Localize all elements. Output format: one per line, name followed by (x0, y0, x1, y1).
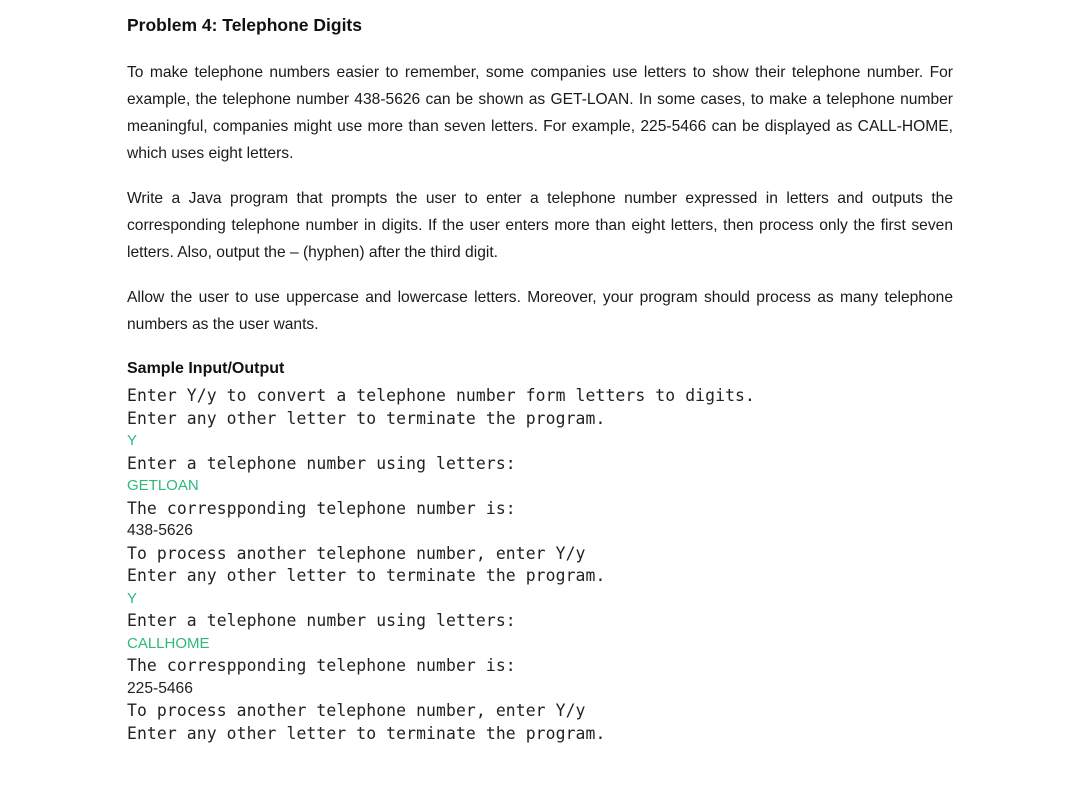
sample-console-output (127, 385, 953, 745)
console-line-result: 438-5626 (127, 522, 193, 539)
paragraph-requirements: Allow the user to use uppercase and lowercase letters. Moreover, your program should process as many telephone numbers as the user wants. (127, 289, 953, 333)
console-line-user-input: CALLHOME (127, 634, 210, 652)
paragraph-task: Write a Java program that prompts the user to enter a telephone number expressed in letters and outputs the corresponding telephone number in digits. If the user enters more than eight letters, then process only the first seven letters. Also, output the – (hyphen) after the third digit. (127, 190, 953, 261)
sample-io-heading: Sample Input/Output (127, 360, 285, 377)
problem-title: Problem 4: Telephone Digits (127, 15, 362, 35)
console-line-result: 225-5466 (127, 679, 193, 697)
console-line-prompt: To process another telephone number, enter Y/y (127, 543, 586, 563)
console-line-prompt: Enter any other letter to terminate the program. (127, 566, 606, 585)
console-line-prompt: Enter Y/y to convert a telephone number form letters to digits. (127, 386, 755, 405)
paragraph-intro: To make telephone numbers easier to remember, some companies use letters to show their telephone number. For example, the telephone number 438-5626 can be shown as GET-LOAN. In some cases, to make a telephone number meaningful, companies might use more than seven letters. For example, 225-5466 can be displayed as CALL-HOME, which uses eight letters. (127, 64, 953, 162)
console-line-user-input: Y (127, 432, 138, 449)
console-line-prompt: Enter any other letter to terminate the program. (127, 723, 606, 743)
console-line-user-input: GETLOAN (127, 477, 199, 494)
console-line-prompt: The correspponding telephone number is: (127, 656, 516, 675)
document-page (127, 12, 953, 745)
console-line-prompt: Enter a telephone number using letters: (127, 611, 516, 630)
console-line-prompt: Enter any other letter to terminate the program. (127, 408, 606, 428)
console-line-user-input: Y (127, 589, 138, 607)
console-line-prompt: To process another telephone number, enter Y/y (127, 701, 586, 720)
console-line-prompt: The correspponding telephone number is: (127, 498, 516, 518)
console-line-prompt: Enter a telephone number using letters: (127, 453, 516, 473)
